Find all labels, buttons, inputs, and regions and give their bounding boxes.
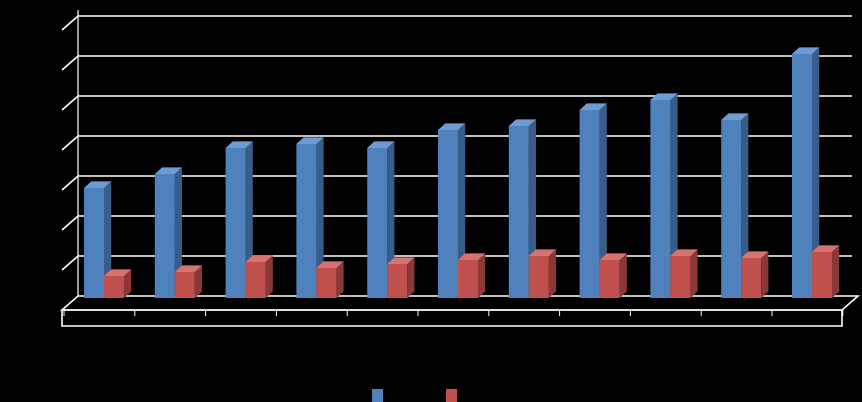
bar-front bbox=[316, 268, 336, 298]
bars bbox=[84, 47, 839, 298]
bar-side bbox=[620, 253, 627, 298]
bar-series-2-cat-10 bbox=[741, 251, 768, 298]
gridline-diagonal bbox=[62, 176, 78, 190]
bar-series-2-cat-7 bbox=[529, 249, 556, 298]
bar-front bbox=[296, 144, 316, 298]
floor-front bbox=[62, 310, 842, 326]
bar-front bbox=[84, 188, 104, 298]
bar-side bbox=[407, 257, 414, 298]
bar-series-2-cat-11 bbox=[812, 245, 839, 298]
legend-marker-series-2 bbox=[446, 389, 457, 402]
bar-front bbox=[812, 252, 832, 298]
bar-front bbox=[246, 262, 266, 298]
bar-series-2-cat-2 bbox=[175, 265, 202, 298]
bar-front bbox=[175, 272, 195, 298]
gridline-diagonal bbox=[62, 136, 78, 150]
gridline-diagonal bbox=[62, 56, 78, 70]
bar-front bbox=[387, 264, 407, 298]
bar-side bbox=[690, 249, 697, 298]
bar-front bbox=[721, 120, 741, 298]
bar-side bbox=[266, 255, 273, 298]
bar-series-2-cat-9 bbox=[670, 249, 697, 298]
bar-front bbox=[792, 54, 812, 298]
bar-series-2-cat-3 bbox=[246, 255, 273, 298]
gridline-diagonal bbox=[62, 216, 78, 230]
bar-front bbox=[155, 174, 175, 298]
bar-side bbox=[832, 245, 839, 298]
bar-series-2-cat-1 bbox=[104, 269, 131, 298]
bar-front bbox=[529, 256, 549, 298]
bar-front bbox=[670, 256, 690, 298]
legend-marker-series-1 bbox=[372, 389, 383, 402]
bar-front bbox=[226, 148, 246, 298]
gridline-diagonal bbox=[62, 256, 78, 270]
bar-series-2-cat-5 bbox=[387, 257, 414, 298]
gridline-diagonal bbox=[62, 96, 78, 110]
bar-side bbox=[549, 249, 556, 298]
bar-front bbox=[580, 110, 600, 298]
bar-front bbox=[104, 276, 124, 298]
bar-front bbox=[509, 126, 529, 298]
floor-top bbox=[62, 296, 858, 310]
gridline-diagonal bbox=[62, 16, 78, 30]
bar-series-2-cat-8 bbox=[600, 253, 627, 298]
bar-side bbox=[761, 251, 768, 298]
bar-front bbox=[458, 260, 478, 298]
bar-side bbox=[478, 253, 485, 298]
chart-floor bbox=[62, 296, 858, 326]
bar-series-2-cat-6 bbox=[458, 253, 485, 298]
bar-series-2-cat-4 bbox=[316, 261, 343, 298]
bar-front bbox=[741, 258, 761, 298]
legend bbox=[372, 389, 457, 402]
bar-front bbox=[367, 148, 387, 298]
bar-front bbox=[438, 130, 458, 298]
bar-front bbox=[650, 100, 670, 298]
bar-front bbox=[600, 260, 620, 298]
